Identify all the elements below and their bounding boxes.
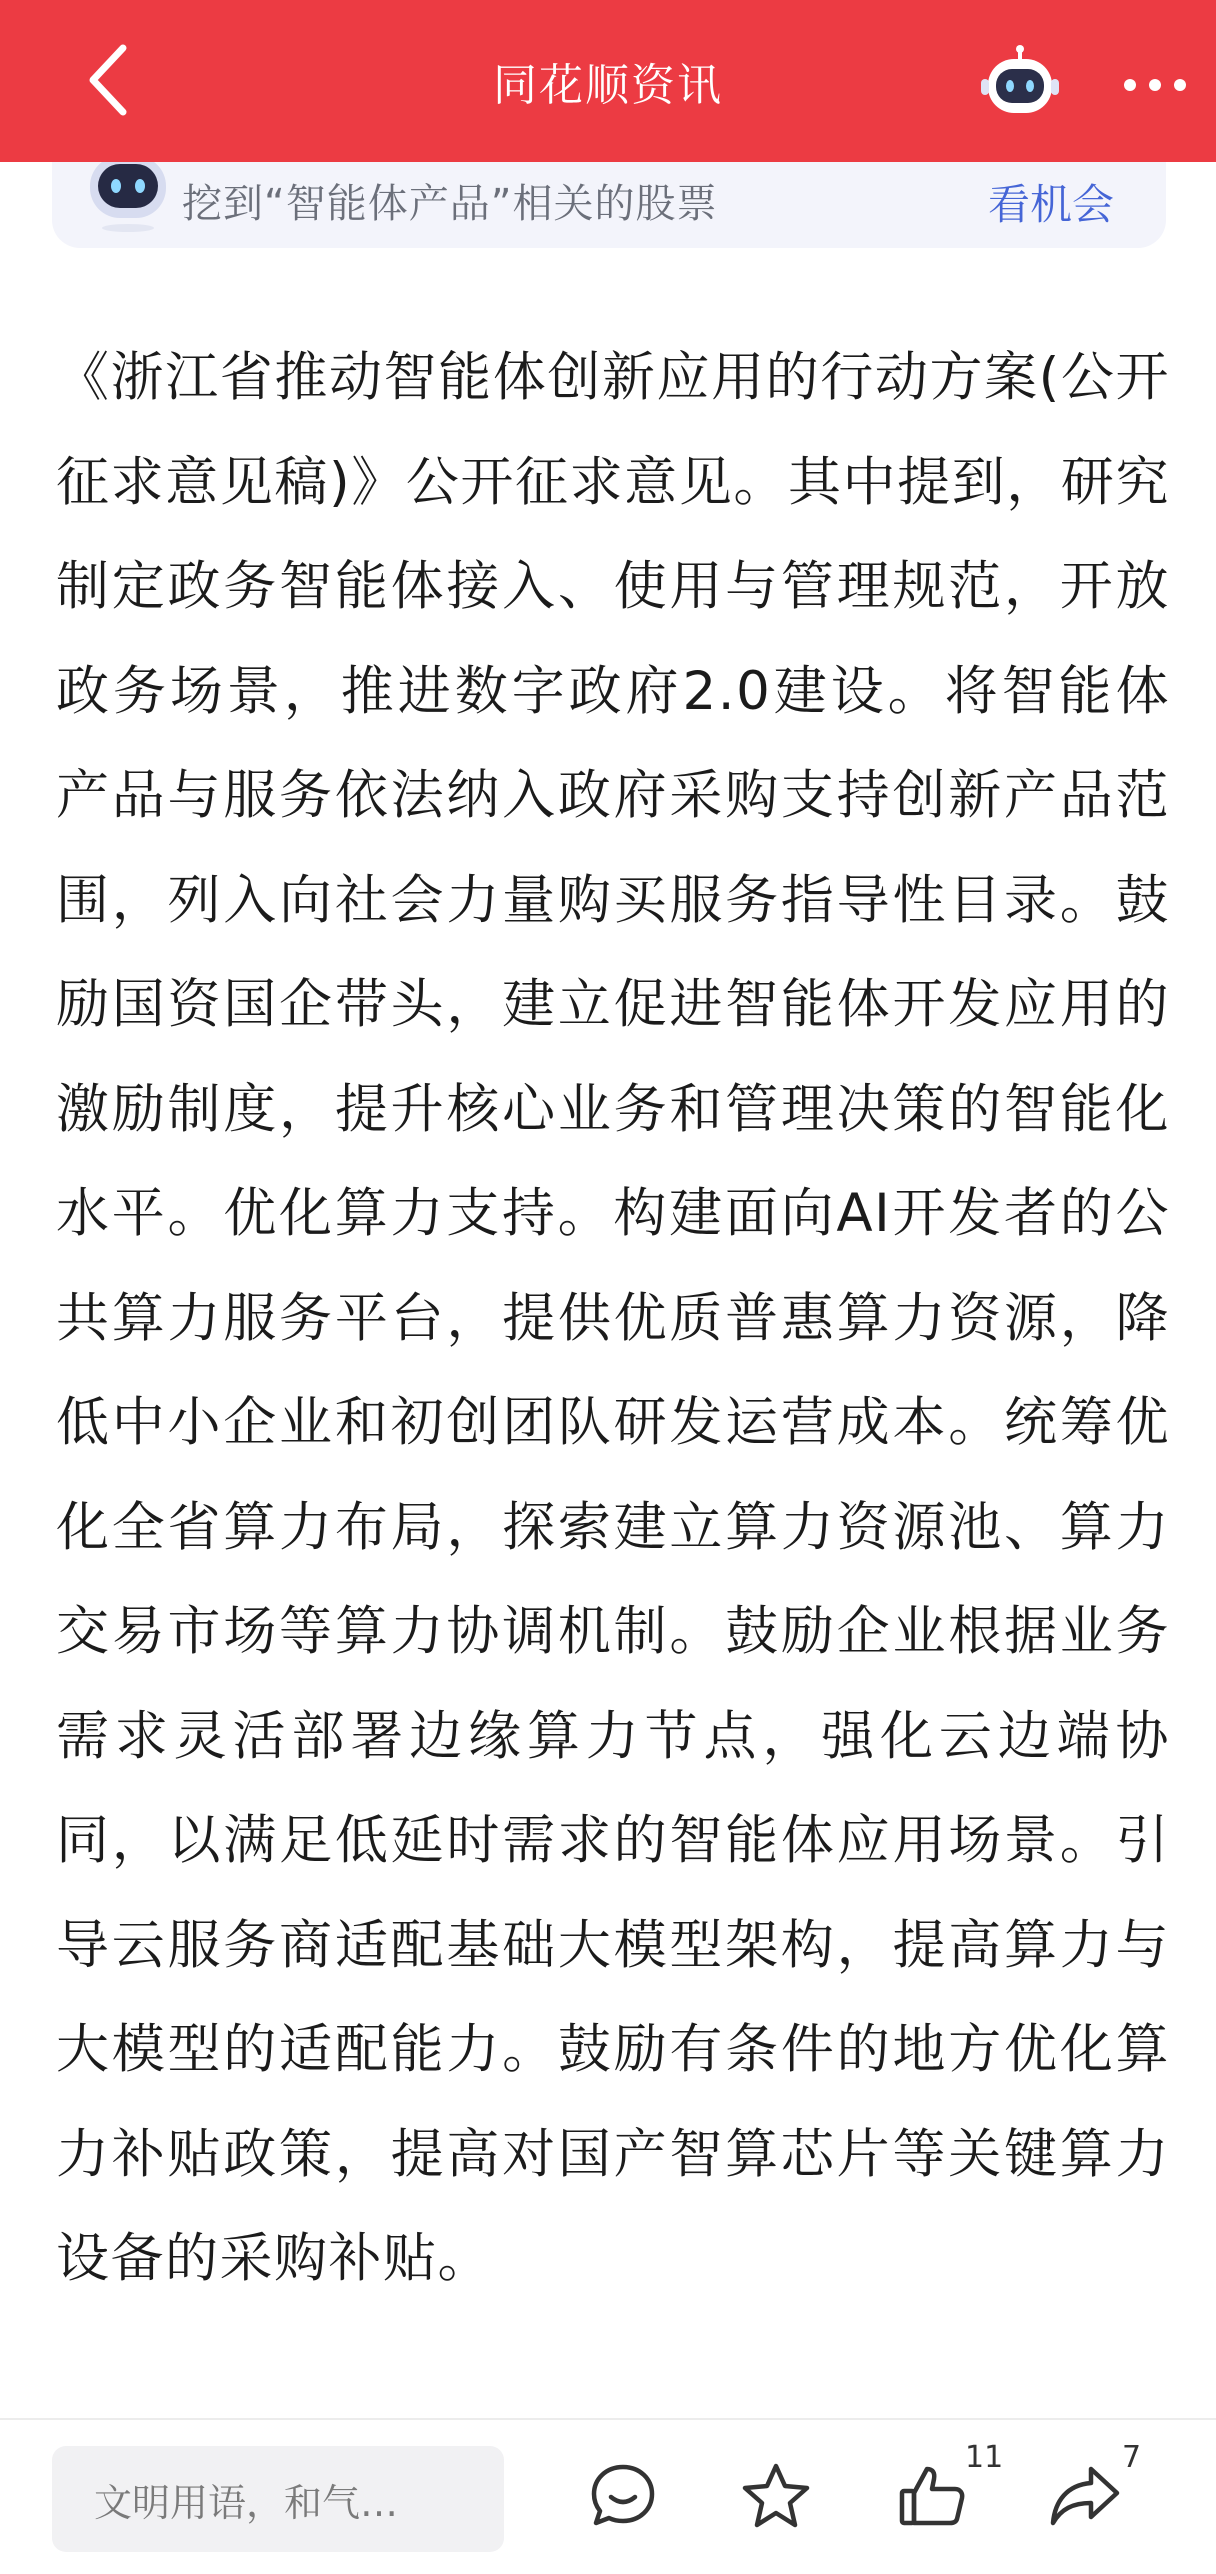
comment-icon [588,2461,658,2531]
top-bar [0,0,1216,162]
bottom-action-bar [0,2420,1216,2574]
see-opportunity-link[interactable]: 看机会 [987,180,1114,229]
share-button[interactable] [1046,2456,1126,2536]
share-icon [1049,2461,1123,2531]
robot-icon [980,43,1060,123]
banner-text: 挖到“智能体产品”相关的股票 [182,181,718,227]
page-title: 同花顺资讯 [493,60,723,111]
comment-input[interactable]: 文明用语，和气… [52,2446,504,2552]
back-arrow-icon [85,40,135,120]
article-body: 《浙江省推动智能体创新应用的行动方案(公开征求意见稿)》公开征求意见。其中提到，研究制定政务智能体接入、使用与管理规范，开放政务场景，推进数字政府2.0建设。将智能体产品与服务依法纳入政府采购支持创新产品范围，列入向社会力量购买服务指导性目录。鼓励国资国企带头，建立促进智能体开发应用的激励制度，提升核心业务和管理决策的智能化水平。优化算力支持。构建面向AI开发者的公共算力服务平台，提供优质普惠算力资源，降低中小企业和初创团队研发运营成本。统筹优化全省算力布局，探索建立算力资源池、算力交易市场等算力协调机制。鼓励企业根据业务需求灵活部署边缘算力节点，强化云边端协同，以满足低延时需求的智能体应用场景。引导云服务商适配基础大模型架构，提高算力与大模型的适配能力。鼓励有条件的地方优化算力补贴政策，提高对国产智算芯片等关键算力设备的采购补贴。 [56,347,1170,2289]
ai-assistant-button[interactable] [975,38,1065,128]
like-button[interactable] [892,2456,972,2536]
star-icon [741,2461,811,2531]
favorite-button[interactable] [736,2456,816,2536]
back-button[interactable] [70,40,150,120]
more-options-button[interactable] [1115,45,1195,125]
share-count: 7 [1122,2440,1142,2475]
like-count: 11 [965,2440,1004,2475]
more-icon [1122,75,1188,95]
comment-button[interactable] [583,2456,663,2536]
thumbs-up-icon [897,2461,967,2531]
